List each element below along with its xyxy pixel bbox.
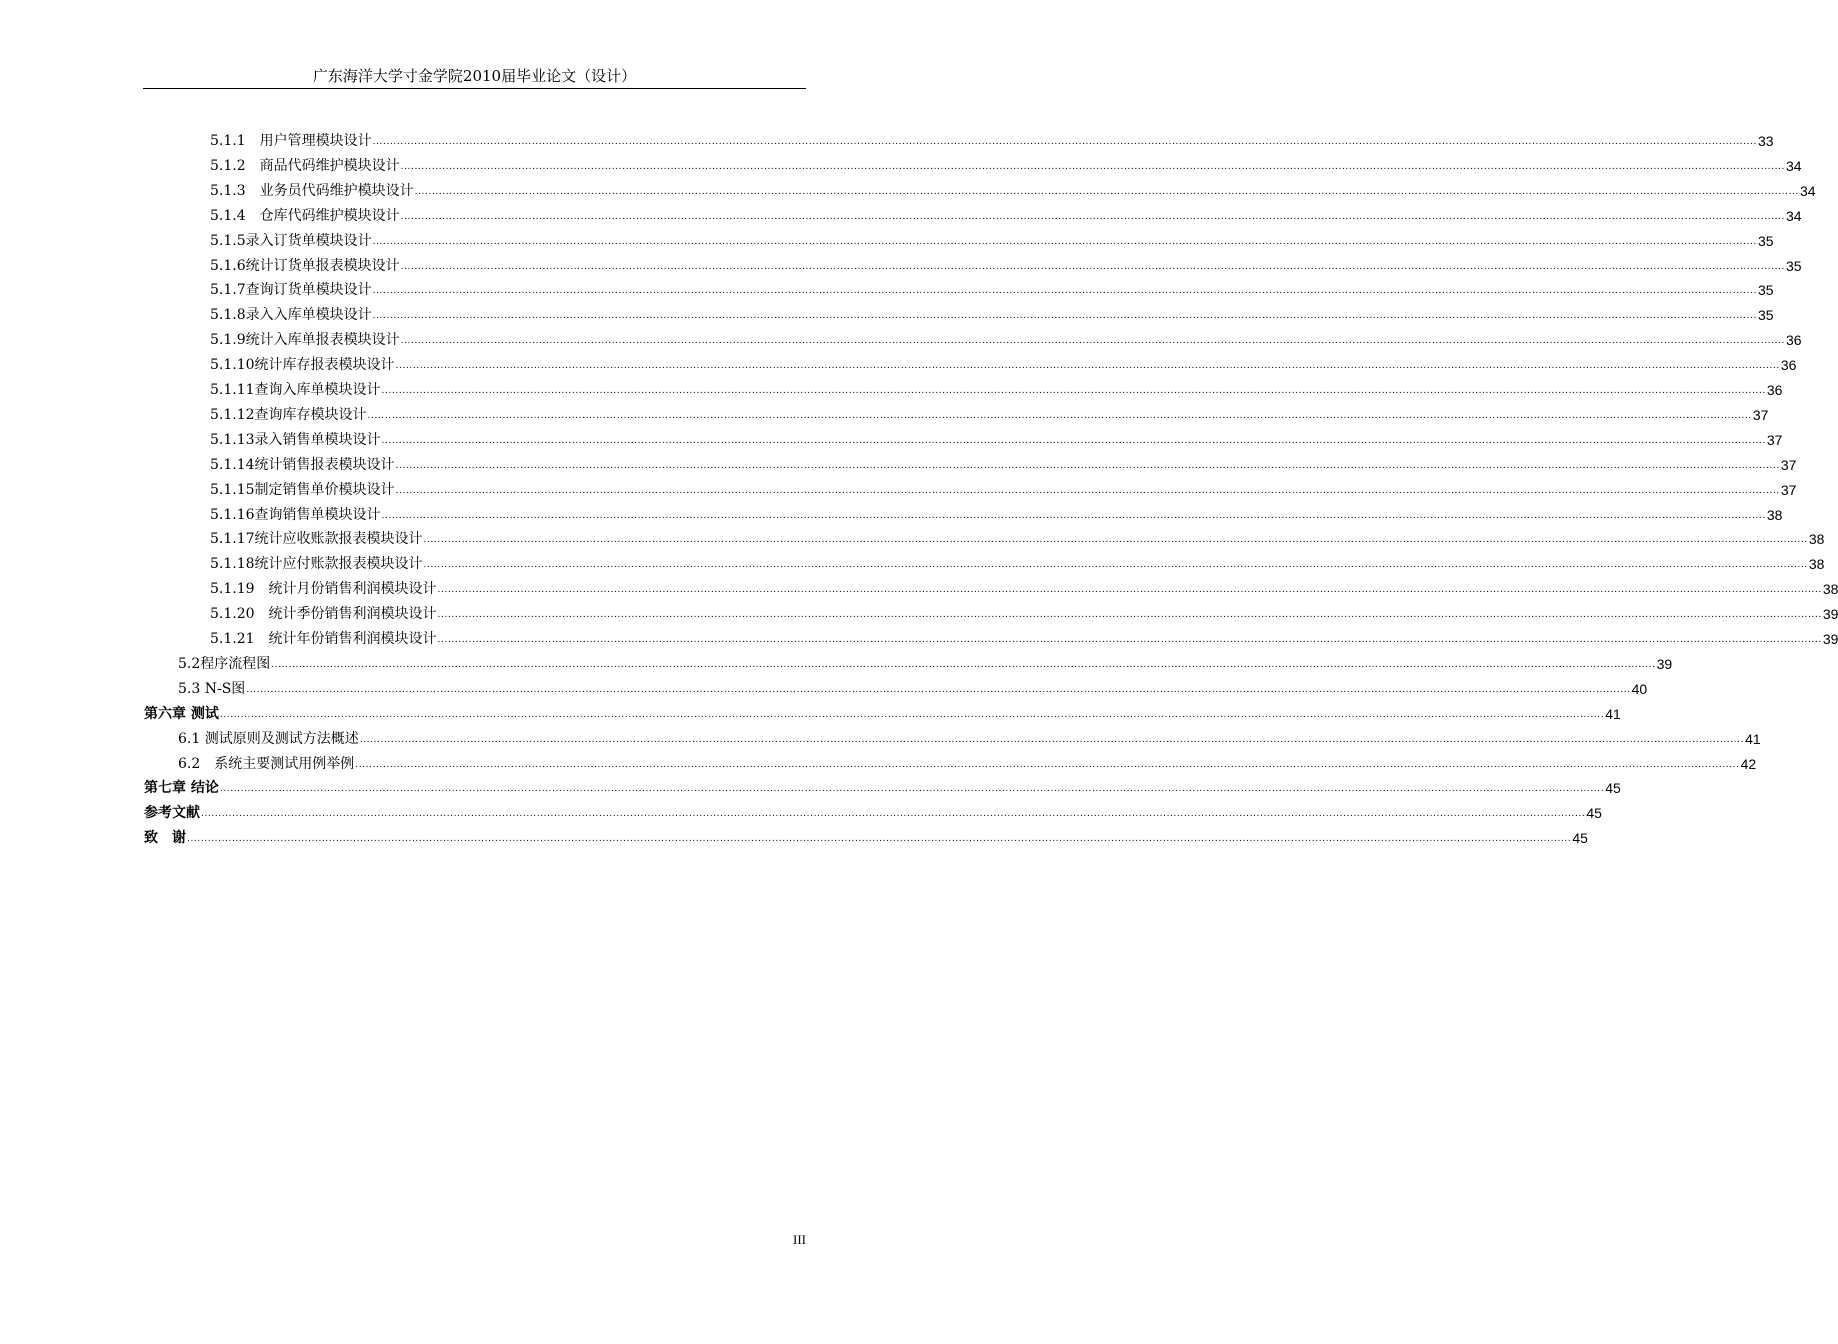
toc-entry[interactable] xyxy=(210,549,1825,573)
toc-entry[interactable] xyxy=(144,823,1588,847)
toc-entry[interactable] xyxy=(178,724,1761,748)
toc-entry-title: 参考文献 xyxy=(144,805,200,822)
toc-leader-dots: ................................................................................................................................................................................................................................................................................................................................................................................................................ xyxy=(400,211,1785,222)
toc-entry[interactable] xyxy=(210,350,1797,374)
toc-entry-page: 36 xyxy=(1766,382,1783,398)
toc-entry-page: 42 xyxy=(1740,755,1757,772)
toc-entry-title: 5.1.20 统计季份销售利润模块设计 xyxy=(210,606,437,623)
toc-entry[interactable] xyxy=(210,400,1769,424)
toc-leader-dots: ................................................................................................................................................................................................................................................................................................................................................................................................................ xyxy=(201,809,1586,820)
toc-entry-page: 39 xyxy=(1822,606,1838,623)
toc-entry[interactable] xyxy=(210,151,1802,175)
toc-entry[interactable] xyxy=(210,375,1783,399)
toc-leader-dots: ................................................................................................................................................................................................................................................................................................................................................................................................................ xyxy=(372,311,1757,322)
toc-entry-page: 37 xyxy=(1752,406,1769,423)
toc-entry[interactable] xyxy=(210,300,1774,324)
toc-entry[interactable] xyxy=(144,773,1621,797)
toc-entry[interactable] xyxy=(210,126,1774,150)
toc-entry-title: 5.3 N-S图 xyxy=(178,680,246,697)
toc-entry[interactable] xyxy=(210,500,1783,524)
toc-entry-title: 5.1.13录入销售单模块设计 xyxy=(210,431,381,448)
toc-leader-dots: ................................................................................................................................................................................................................................................................................................................................................................................................................ xyxy=(381,510,1766,521)
toc-entry-page: 38 xyxy=(1808,531,1825,548)
toc-leader-dots: ................................................................................................................................................................................................................................................................................................................................................................................................................ xyxy=(437,610,1822,621)
toc-entry-title: 5.1.3 业务员代码维护模块设计 xyxy=(210,182,414,199)
toc-leader-dots: ................................................................................................................................................................................................................................................................................................................................................................................................................ xyxy=(395,485,1780,496)
toc-entry-page: 38 xyxy=(1822,581,1838,598)
toc-entry-page: 41 xyxy=(1745,730,1761,747)
toc-entry-title: 5.2程序流程图 xyxy=(178,655,271,672)
toc-entry-title: 5.1.8录入入库单模块设计 xyxy=(210,307,372,324)
toc-leader-dots: ................................................................................................................................................................................................................................................................................................................................................................................................................ xyxy=(187,834,1572,845)
page-header-title: 广东海洋大学寸金学院2010届毕业论文（设计） xyxy=(312,67,637,85)
toc-entry-page: 40 xyxy=(1631,680,1648,697)
page-number: III xyxy=(793,1232,806,1247)
toc-entry-page: 35 xyxy=(1785,257,1802,274)
toc-entry-page: 34 xyxy=(1785,157,1802,174)
toc-entry-title: 5.1.4 仓库代码维护模块设计 xyxy=(210,207,400,224)
toc-leader-dots: ................................................................................................................................................................................................................................................................................................................................................................................................................ xyxy=(359,734,1745,745)
toc-leader-dots: ................................................................................................................................................................................................................................................................................................................................................................................................................ xyxy=(400,261,1785,272)
toc-entry-title: 第七章 结论 xyxy=(144,780,219,797)
toc-entry[interactable] xyxy=(210,425,1783,449)
toc-leader-dots: ................................................................................................................................................................................................................................................................................................................................................................................................................ xyxy=(372,236,1757,247)
toc-leader-dots: ................................................................................................................................................................................................................................................................................................................................................................................................................ xyxy=(219,784,1605,795)
toc-entry-title: 5.1.2 商品代码维护模块设计 xyxy=(210,157,400,174)
toc-entry[interactable] xyxy=(144,798,1602,822)
toc-entry-title: 6.1 测试原则及测试方法概述 xyxy=(178,730,359,747)
toc-leader-dots: ................................................................................................................................................................................................................................................................................................................................................................................................................ xyxy=(400,336,1785,347)
toc-entry[interactable] xyxy=(210,524,1825,548)
toc-leader-dots: ................................................................................................................................................................................................................................................................................................................................................................................................................ xyxy=(381,435,1766,446)
toc-entry[interactable] xyxy=(210,450,1797,474)
toc-entry-page: 33 xyxy=(1757,133,1774,149)
toc-entry-page: 39 xyxy=(1656,655,1673,672)
toc-entry-page: 45 xyxy=(1586,805,1602,822)
toc-entry-page: 36 xyxy=(1785,332,1802,349)
toc-leader-dots: ................................................................................................................................................................................................................................................................................................................................................................................................................ xyxy=(400,161,1785,172)
toc-entry-page: 38 xyxy=(1766,506,1783,523)
toc-entry-title: 5.1.16查询销售单模块设计 xyxy=(210,506,381,523)
toc-leader-dots: ................................................................................................................................................................................................................................................................................................................................................................................................................ xyxy=(423,560,1808,571)
toc-leader-dots: ................................................................................................................................................................................................................................................................................................................................................................................................................ xyxy=(437,635,1822,645)
toc-entry[interactable] xyxy=(178,749,1757,773)
toc-leader-dots: ................................................................................................................................................................................................................................................................................................................................................................................................................ xyxy=(367,410,1752,421)
toc-entry-page: 35 xyxy=(1757,282,1774,299)
toc-entry-page: 36 xyxy=(1780,357,1797,374)
toc-leader-dots: ................................................................................................................................................................................................................................................................................................................................................................................................................ xyxy=(355,759,1740,770)
toc-leader-dots: ................................................................................................................................................................................................................................................................................................................................................................................................................ xyxy=(437,585,1822,596)
toc-entry-title: 5.1.10统计库存报表模块设计 xyxy=(210,357,395,374)
toc-entry[interactable] xyxy=(144,699,1621,723)
toc-entry-page: 45 xyxy=(1572,830,1588,847)
toc-entry[interactable] xyxy=(210,275,1774,299)
toc-entry-title: 6.2 系统主要测试用例举例 xyxy=(178,755,355,772)
toc-entry-page: 37 xyxy=(1780,481,1797,498)
toc-entry-page: 37 xyxy=(1766,431,1783,448)
toc-entry[interactable] xyxy=(178,674,1648,698)
toc-entry-page: 39 xyxy=(1822,631,1838,647)
toc-leader-dots: ................................................................................................................................................................................................................................................................................................................................................................................................................ xyxy=(372,137,1757,147)
toc-entry-title: 5.1.12查询库存模块设计 xyxy=(210,406,367,423)
toc-entry-title: 致 谢 xyxy=(144,830,186,847)
toc-leader-dots: ................................................................................................................................................................................................................................................................................................................................................................................................................ xyxy=(423,535,1808,546)
toc-entry-page: 34 xyxy=(1785,207,1802,224)
toc-entry-title: 5.1.21 统计年份销售利润模块设计 xyxy=(210,631,437,647)
toc-entry-title: 5.1.14统计销售报表模块设计 xyxy=(210,456,395,473)
toc-entry-title: 5.1.5录入订货单模块设计 xyxy=(210,232,372,249)
toc-entry-page: 38 xyxy=(1808,556,1825,573)
toc-entry-title: 5.1.15制定销售单价模块设计 xyxy=(210,481,395,498)
toc-entry[interactable] xyxy=(210,624,1838,648)
toc-entry-title: 5.1.7查询订货单模块设计 xyxy=(210,282,372,299)
toc-entry[interactable] xyxy=(210,251,1802,275)
toc-entry[interactable] xyxy=(210,176,1816,200)
toc-entry-title: 5.1.17统计应收账款报表模块设计 xyxy=(210,531,423,548)
toc-entry-title: 第六章 测试 xyxy=(144,705,219,722)
toc-entry-page: 45 xyxy=(1605,780,1621,797)
toc-leader-dots: ................................................................................................................................................................................................................................................................................................................................................................................................................ xyxy=(381,386,1766,396)
toc-entry[interactable] xyxy=(210,574,1838,598)
toc-entry-page: 41 xyxy=(1605,705,1621,722)
toc-entry[interactable] xyxy=(178,649,1673,673)
toc-entry-title: 5.1.19 统计月份销售利润模块设计 xyxy=(210,581,437,598)
toc-entry-title: 5.1.18统计应付账款报表模块设计 xyxy=(210,556,423,573)
toc-leader-dots: ................................................................................................................................................................................................................................................................................................................................................................................................................ xyxy=(246,684,1631,695)
toc-entry[interactable] xyxy=(210,325,1802,349)
toc-entry[interactable] xyxy=(210,599,1838,623)
toc-entry[interactable] xyxy=(210,201,1802,225)
toc-entry-title: 5.1.1 用户管理模块设计 xyxy=(210,133,372,149)
toc-entry-title: 5.1.9统计入库单报表模块设计 xyxy=(210,332,400,349)
toc-leader-dots: ................................................................................................................................................................................................................................................................................................................................................................................................................ xyxy=(414,186,1799,197)
toc-leader-dots: ................................................................................................................................................................................................................................................................................................................................................................................................................ xyxy=(219,709,1605,720)
toc-entry-page: 37 xyxy=(1780,456,1797,473)
header-divider xyxy=(143,88,806,89)
toc-entry-page: 35 xyxy=(1757,307,1774,324)
toc-entry[interactable] xyxy=(210,475,1797,499)
toc-leader-dots: ................................................................................................................................................................................................................................................................................................................................................................................................................ xyxy=(372,286,1757,297)
toc-entry-page: 35 xyxy=(1757,232,1774,249)
toc-entry-title: 5.1.11查询入库单模块设计 xyxy=(210,382,381,398)
toc-entry-title: 5.1.6统计订货单报表模块设计 xyxy=(210,257,400,274)
toc-leader-dots: ................................................................................................................................................................................................................................................................................................................................................................................................................ xyxy=(271,659,1656,670)
toc-leader-dots: ................................................................................................................................................................................................................................................................................................................................................................................................................ xyxy=(395,460,1780,471)
toc-leader-dots: ................................................................................................................................................................................................................................................................................................................................................................................................................ xyxy=(395,361,1780,372)
toc-entry[interactable] xyxy=(210,226,1774,250)
toc-entry-page: 34 xyxy=(1799,182,1816,199)
